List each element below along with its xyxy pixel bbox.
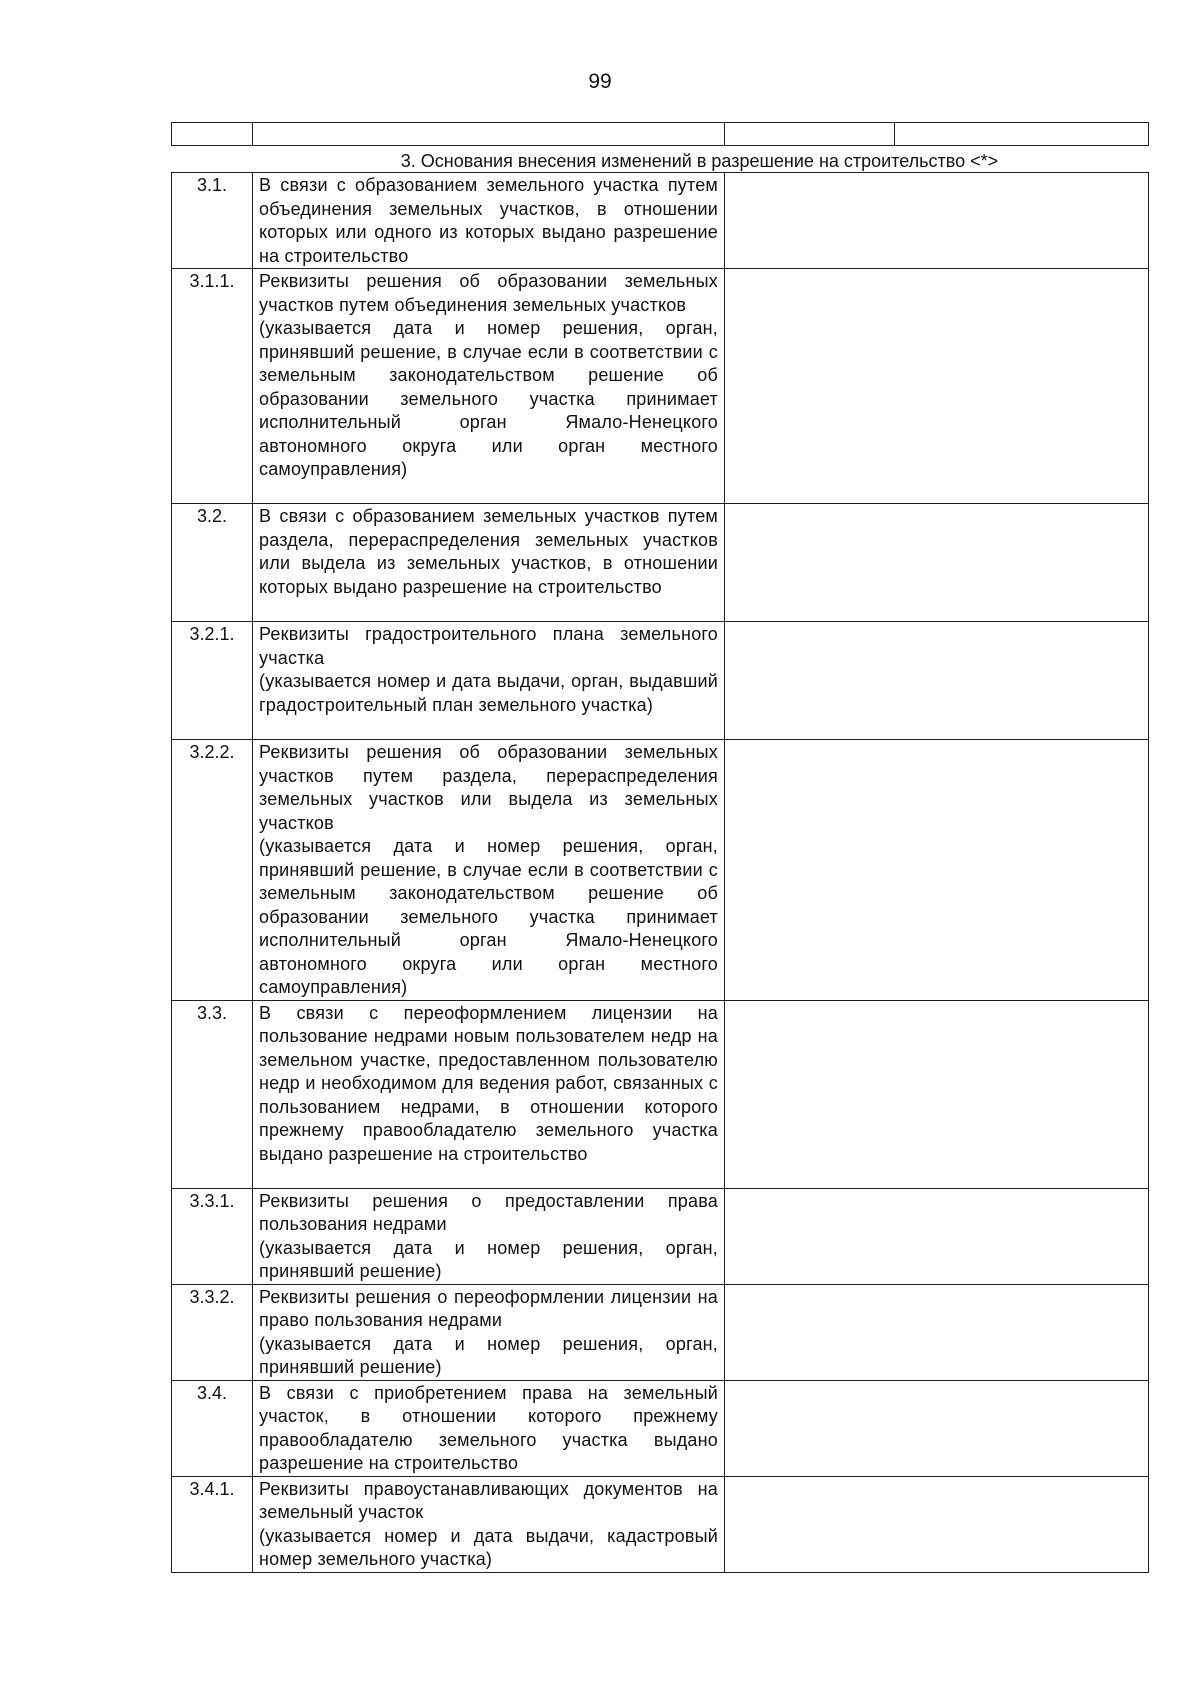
row-text bbox=[253, 622, 725, 740]
row-note: (указывается дата и номер решения, орган, принявший решение) bbox=[259, 1333, 718, 1377]
value-cell[interactable] bbox=[725, 504, 1149, 622]
row-note: (указывается дата и номер решения, орган, принявший решение) bbox=[259, 1237, 718, 1281]
page-number: 99 bbox=[588, 70, 612, 93]
row-text bbox=[253, 1284, 725, 1380]
row-text bbox=[253, 173, 725, 269]
table-row bbox=[172, 622, 1149, 740]
table-row bbox=[172, 1000, 1149, 1188]
value-cell[interactable] bbox=[725, 173, 1149, 269]
row-text bbox=[253, 504, 725, 622]
row-text bbox=[253, 1476, 725, 1572]
table-row bbox=[172, 504, 1149, 622]
row-description: Реквизиты решения об образовании земельных участков путем объединения земельных участков bbox=[259, 271, 718, 315]
empty-cell bbox=[725, 123, 895, 146]
table-row bbox=[172, 1188, 1149, 1284]
value-cell[interactable] bbox=[725, 740, 1149, 1001]
grounds-table bbox=[171, 172, 1149, 1573]
row-text bbox=[253, 1000, 725, 1188]
value-cell[interactable] bbox=[725, 1188, 1149, 1284]
row-description: В связи с приобретением права на земельный участок, в отношении которого прежнему правообладателю земельного участка выдано разрешение на строительство bbox=[259, 1382, 718, 1473]
row-text bbox=[253, 269, 725, 504]
table-row bbox=[172, 173, 1149, 269]
row-note: (указывается дата и номер решения, орган, принявший решение, в случае если в соответствии с земельным законодательством решение об образовании земельного участка принимает исполнительный орган Ямало-Ненецкого автономного округа или орган местного самоуправления) bbox=[259, 836, 718, 997]
row-description: Реквизиты решения о переоформлении лицензии на право пользования недрами bbox=[259, 1286, 718, 1330]
value-cell[interactable] bbox=[725, 1380, 1149, 1476]
row-number: 3.2.1. bbox=[172, 622, 253, 740]
empty-table-row bbox=[172, 123, 1149, 146]
value-cell[interactable] bbox=[725, 1284, 1149, 1380]
row-text bbox=[253, 740, 725, 1001]
row-description: В связи с образованием земельного участка путем объединения земельных участков, в отношении которых или одного из которых выдано разрешение на строительство bbox=[259, 175, 718, 266]
table-row bbox=[172, 1284, 1149, 1380]
row-description: Реквизиты правоустанавливающих документов на земельный участок bbox=[259, 1478, 718, 1522]
row-number: 3.1. bbox=[172, 173, 253, 269]
previous-table-tail bbox=[171, 122, 1149, 146]
row-number: 3.4.1. bbox=[172, 1476, 253, 1572]
row-number: 3.3.1. bbox=[172, 1188, 253, 1284]
row-description: В связи с образованием земельных участков путем раздела, перераспределения земельных участков или выдела из земельных участков, в отношении которых выдано разрешение на строительство bbox=[259, 506, 718, 597]
row-number: 3.2.2. bbox=[172, 740, 253, 1001]
section-title: 3. Основания внесения изменений в разрешение на строительство <*> bbox=[400, 151, 999, 171]
empty-cell bbox=[172, 123, 253, 146]
table-row bbox=[172, 269, 1149, 504]
row-number: 3.3.2. bbox=[172, 1284, 253, 1380]
value-cell[interactable] bbox=[725, 1000, 1149, 1188]
value-cell[interactable] bbox=[725, 622, 1149, 740]
value-cell[interactable] bbox=[725, 269, 1149, 504]
row-number: 3.4. bbox=[172, 1380, 253, 1476]
row-note: (указывается номер и дата выдачи, кадастровый номер земельного участка) bbox=[259, 1525, 718, 1569]
row-note: (указывается номер и дата выдачи, орган, выдавший градостроительный план земельного участка) bbox=[259, 671, 718, 715]
row-description: Реквизиты градостроительного плана земельного участка bbox=[259, 624, 718, 668]
empty-cell bbox=[253, 123, 725, 146]
empty-cell bbox=[895, 123, 1149, 146]
row-text bbox=[253, 1380, 725, 1476]
row-description: В связи с переоформлением лицензии на пользование недрами новым пользователем недр на земельном участке, предоставленном пользователю недр и необходимом для ведения работ, связанных с пользованием недрами, в отношении которого прежнему правообладателю земельного участка выдано разрешение на строительство bbox=[259, 1002, 718, 1164]
table-row bbox=[172, 1380, 1149, 1476]
row-description: Реквизиты решения об образовании земельных участков путем раздела, перераспределения земельных участков или выдела из земельных участков bbox=[259, 742, 718, 833]
row-number: 3.1.1. bbox=[172, 269, 253, 504]
row-number: 3.2. bbox=[172, 504, 253, 622]
table-row bbox=[172, 1476, 1149, 1572]
row-note: (указывается дата и номер решения, орган, принявший решение, в случае если в соответствии с земельным законодательством решение об образовании земельного участка принимает исполнительный орган Ямало-Ненецкого автономного округа или орган местного самоуправления) bbox=[259, 318, 718, 479]
row-text bbox=[253, 1188, 725, 1284]
row-number: 3.3. bbox=[172, 1000, 253, 1188]
row-description: Реквизиты решения о предоставлении права пользования недрами bbox=[259, 1190, 718, 1234]
table-row bbox=[172, 740, 1149, 1001]
value-cell[interactable] bbox=[725, 1476, 1149, 1572]
